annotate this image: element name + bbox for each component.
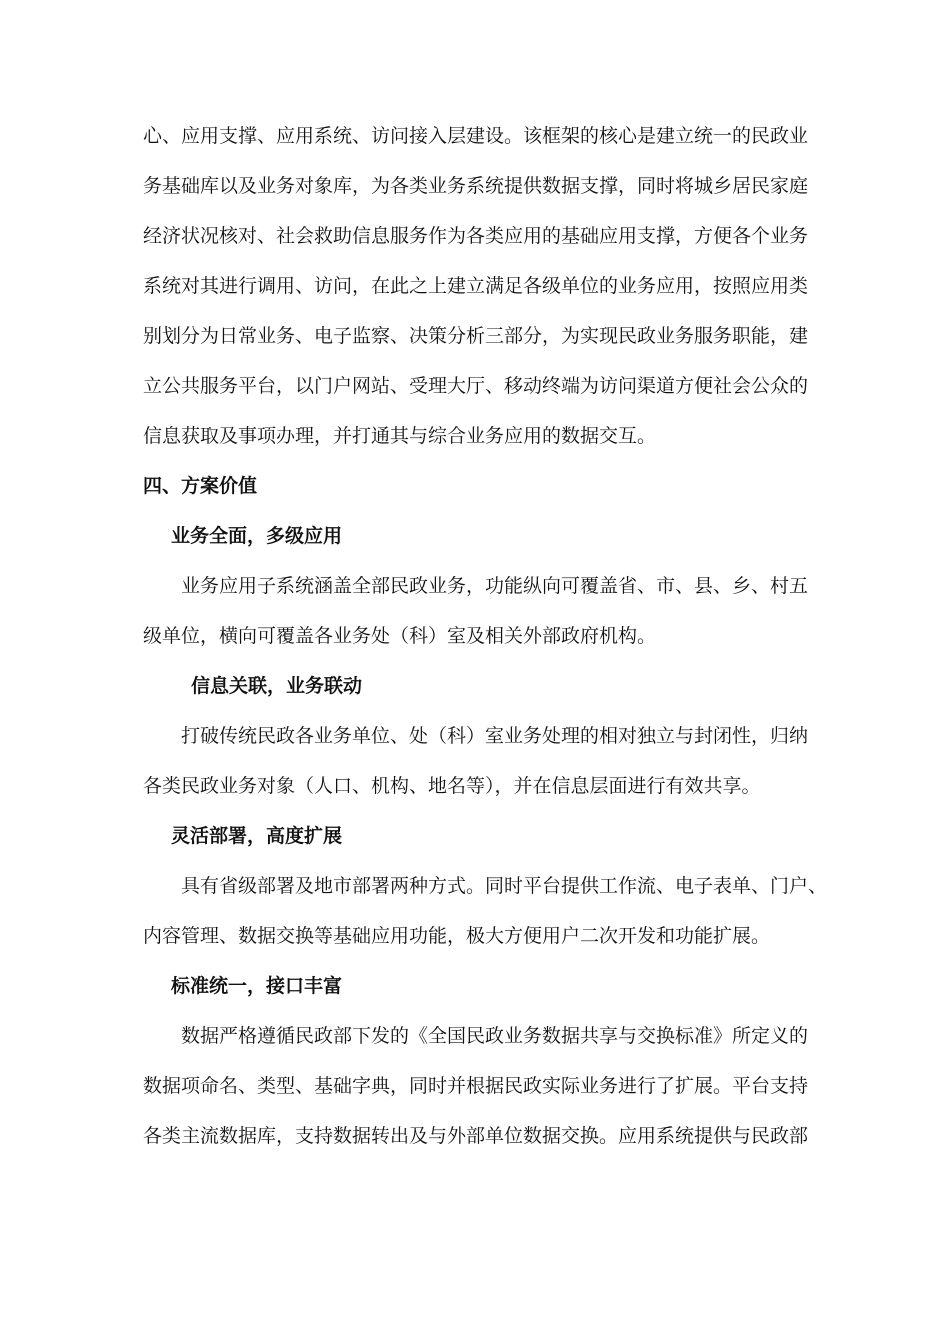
item-heading: 业务全面，多级应用 (171, 525, 343, 547)
paragraph-line: 具有省级部署及地市部署两种方式。同时平台提供工作流、电子表单、门户、 (181, 875, 828, 897)
paragraph-line: 业务应用子系统涵盖全部民政业务，功能纵向可覆盖省、市、县、乡、村五 (181, 575, 809, 597)
paragraph-line: 级单位，横向可覆盖各业务处（科）室及相关外部政府机构。 (143, 625, 657, 647)
paragraph-line: 各类民政业务对象（人口、机构、地名等），并在信息层面进行有效共享。 (143, 775, 761, 797)
paragraph-line: 系统对其进行调用、访问，在此之上建立满足各级单位的业务应用，按照应用类 (143, 275, 809, 297)
paragraph-line: 内容管理、数据交换等基础应用功能，极大方便用户二次开发和功能扩展。 (143, 925, 771, 947)
item-heading: 灵活部署，高度扩展 (171, 825, 343, 847)
item-heading: 标准统一，接口丰富 (171, 975, 343, 997)
paragraph-line: 信息获取及事项办理，并打通其与综合业务应用的数据交互。 (143, 425, 657, 447)
paragraph-line: 数据严格遵循民政部下发的《全国民政业务数据共享与交换标准》所定义的 (181, 1025, 809, 1047)
paragraph-line: 打破传统民政各业务单位、处（科）室业务处理的相对独立与封闭性，归纳 (181, 725, 809, 747)
paragraph-line: 心、应用支撑、应用系统、访问接入层建设。该框架的核心是建立统一的民政业 (143, 125, 809, 147)
paragraph-line: 数据项命名、类型、基础字典，同时并根据民政实际业务进行了扩展。平台支持 (143, 1075, 809, 1097)
document-page (143, 118, 828, 1168)
paragraph-line: 各类主流数据库，支持数据转出及与外部单位数据交换。应用系统提供与民政部 (143, 1125, 809, 1147)
section-heading: 四、方案价值 (143, 475, 258, 497)
paragraph-line: 立公共服务平台，以门户网站、受理大厅、移动终端为访问渠道方便社会公众的 (143, 375, 809, 397)
paragraph-line: 别划分为日常业务、电子监察、决策分析三部分，为实现民政业务服务职能，建 (143, 325, 809, 347)
paragraph-line: 务基础库以及业务对象库，为各类业务系统提供数据支撑，同时将城乡居民家庭 (143, 175, 809, 197)
paragraph-line: 经济状况核对、社会救助信息服务作为各类应用的基础应用支撑，方便各个业务 (143, 225, 809, 247)
item-heading: 信息关联，业务联动 (191, 675, 363, 697)
